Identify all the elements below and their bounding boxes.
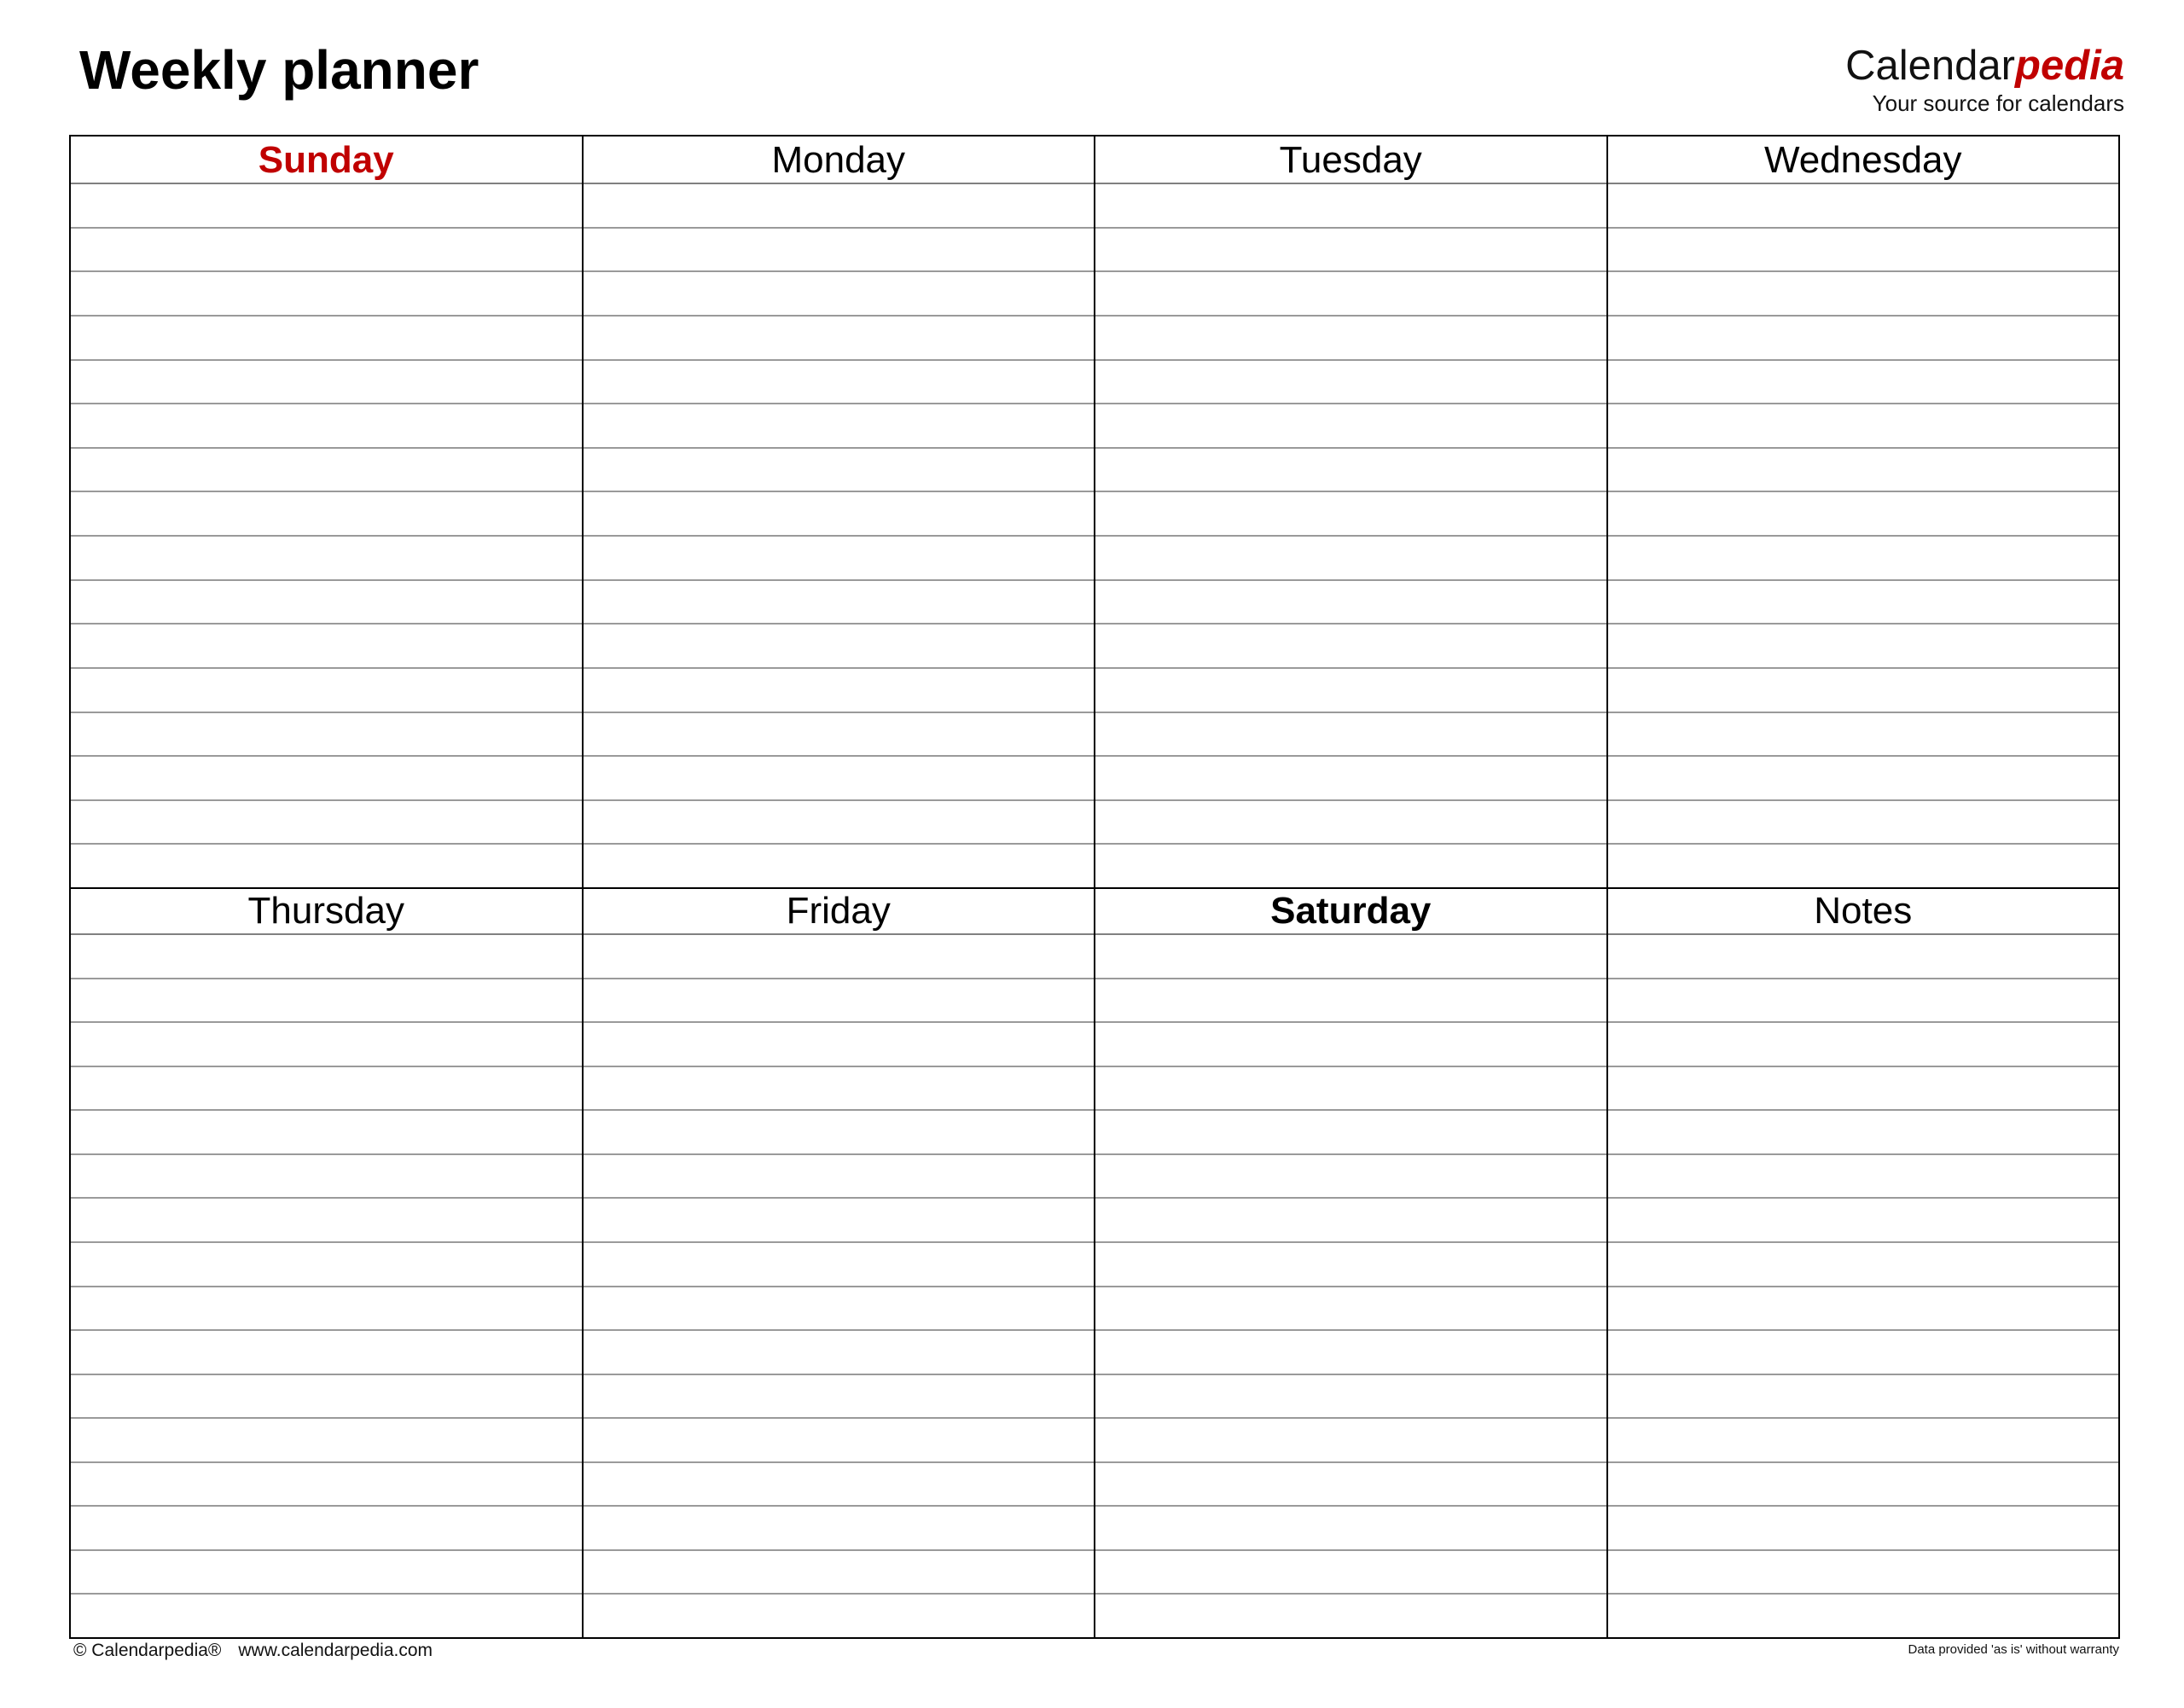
ruled-line[interactable] xyxy=(1608,184,2119,229)
ruled-lines[interactable] xyxy=(71,184,582,887)
ruled-line[interactable] xyxy=(71,404,582,449)
ruled-line[interactable] xyxy=(71,449,582,493)
ruled-line[interactable] xyxy=(1608,801,2119,845)
ruled-line[interactable] xyxy=(71,1243,582,1287)
ruled-line[interactable] xyxy=(584,581,1095,625)
ruled-line[interactable] xyxy=(1608,492,2119,537)
ruled-line[interactable] xyxy=(584,1463,1095,1508)
ruled-line[interactable] xyxy=(1095,272,1606,317)
ruled-line[interactable] xyxy=(1608,1331,2119,1375)
ruled-line[interactable] xyxy=(1608,713,2119,758)
ruled-line[interactable] xyxy=(1608,1419,2119,1463)
ruled-line[interactable] xyxy=(1608,1507,2119,1551)
ruled-line[interactable] xyxy=(584,713,1095,758)
ruled-line[interactable] xyxy=(1608,1287,2119,1332)
ruled-line[interactable] xyxy=(584,1595,1095,1637)
ruled-line[interactable] xyxy=(1608,1243,2119,1287)
ruled-line[interactable] xyxy=(1095,184,1606,229)
ruled-line[interactable] xyxy=(71,935,582,979)
ruled-line[interactable] xyxy=(1608,935,2119,979)
day-header-tuesday: Tuesday xyxy=(1095,137,1606,184)
ruled-line[interactable] xyxy=(1095,757,1606,801)
ruled-line[interactable] xyxy=(1095,845,1606,887)
ruled-line[interactable] xyxy=(1095,979,1606,1024)
ruled-line[interactable] xyxy=(1608,1111,2119,1155)
ruled-line[interactable] xyxy=(1095,1243,1606,1287)
ruled-line[interactable] xyxy=(71,625,582,669)
day-box-tuesday xyxy=(1095,137,1608,887)
ruled-line[interactable] xyxy=(584,1111,1095,1155)
week-row-bottom xyxy=(71,887,2118,1637)
day-box-friday xyxy=(584,887,1096,1637)
ruled-line[interactable] xyxy=(584,537,1095,581)
ruled-line[interactable] xyxy=(1608,979,2119,1024)
ruled-line[interactable] xyxy=(1608,1199,2119,1243)
ruled-line[interactable] xyxy=(1095,1595,1606,1637)
ruled-lines[interactable] xyxy=(1608,184,2119,887)
page-title: Weekly planner xyxy=(79,39,479,101)
day-header-wednesday: Wednesday xyxy=(1608,137,2119,184)
ruled-line[interactable] xyxy=(71,1375,582,1420)
ruled-line[interactable] xyxy=(1608,361,2119,405)
ruled-line[interactable] xyxy=(1608,537,2119,581)
ruled-line[interactable] xyxy=(71,1595,582,1637)
brand-logo xyxy=(1845,41,2124,116)
ruled-line[interactable] xyxy=(1095,449,1606,493)
ruled-line[interactable] xyxy=(584,404,1095,449)
ruled-line[interactable] xyxy=(584,801,1095,845)
ruled-line[interactable] xyxy=(1608,1551,2119,1595)
ruled-line[interactable] xyxy=(1095,1375,1606,1420)
ruled-line[interactable] xyxy=(584,757,1095,801)
ruled-line[interactable] xyxy=(1608,317,2119,361)
ruled-line[interactable] xyxy=(1095,1287,1606,1332)
brand-name xyxy=(1845,41,2124,90)
ruled-line[interactable] xyxy=(1608,1463,2119,1508)
brand-name-part1: Calendar xyxy=(1845,43,2016,89)
ruled-lines[interactable] xyxy=(584,935,1095,1637)
ruled-line[interactable] xyxy=(71,581,582,625)
day-box-monday xyxy=(584,137,1096,887)
ruled-line[interactable] xyxy=(1095,1023,1606,1067)
ruled-line[interactable] xyxy=(1608,229,2119,273)
ruled-line[interactable] xyxy=(1095,713,1606,758)
ruled-line[interactable] xyxy=(1608,581,2119,625)
ruled-line[interactable] xyxy=(1608,1375,2119,1420)
day-box-saturday xyxy=(1095,887,1608,1637)
ruled-line[interactable] xyxy=(584,1199,1095,1243)
ruled-line[interactable] xyxy=(584,1375,1095,1420)
ruled-line[interactable] xyxy=(1095,935,1606,979)
ruled-line[interactable] xyxy=(71,713,582,758)
ruled-line[interactable] xyxy=(1608,845,2119,887)
ruled-line[interactable] xyxy=(71,845,582,887)
ruled-line[interactable] xyxy=(584,1507,1095,1551)
ruled-line[interactable] xyxy=(1608,757,2119,801)
ruled-lines[interactable] xyxy=(71,935,582,1637)
ruled-line[interactable] xyxy=(584,979,1095,1024)
ruled-line[interactable] xyxy=(584,845,1095,887)
ruled-line[interactable] xyxy=(71,361,582,405)
ruled-line[interactable] xyxy=(71,1331,582,1375)
ruled-line[interactable] xyxy=(584,1419,1095,1463)
ruled-line[interactable] xyxy=(71,1111,582,1155)
ruled-line[interactable] xyxy=(71,1067,582,1112)
day-box-sunday xyxy=(71,137,584,887)
ruled-line[interactable] xyxy=(584,361,1095,405)
day-header-saturday: Saturday xyxy=(1095,887,1606,935)
ruled-line[interactable] xyxy=(71,757,582,801)
ruled-line[interactable] xyxy=(1608,1595,2119,1637)
ruled-line[interactable] xyxy=(1095,1199,1606,1243)
day-header-sunday: Sunday xyxy=(71,137,582,184)
ruled-line[interactable] xyxy=(1095,404,1606,449)
ruled-line[interactable] xyxy=(1095,625,1606,669)
ruled-line[interactable] xyxy=(584,184,1095,229)
ruled-line[interactable] xyxy=(584,1551,1095,1595)
ruled-line[interactable] xyxy=(1095,1507,1606,1551)
ruled-line[interactable] xyxy=(1095,229,1606,273)
ruled-line[interactable] xyxy=(71,669,582,713)
ruled-line[interactable] xyxy=(584,492,1095,537)
ruled-line[interactable] xyxy=(71,537,582,581)
day-header-monday: Monday xyxy=(584,137,1095,184)
ruled-line[interactable] xyxy=(1095,801,1606,845)
footer-url-link[interactable]: www.calendarpedia.com xyxy=(238,1641,433,1660)
disclaimer-text: Data provided 'as is' without warranty xyxy=(1908,1642,2119,1657)
ruled-line[interactable] xyxy=(584,669,1095,713)
ruled-line[interactable] xyxy=(1608,449,2119,493)
ruled-line[interactable] xyxy=(584,449,1095,493)
ruled-line[interactable] xyxy=(71,1419,582,1463)
ruled-line[interactable] xyxy=(584,1067,1095,1112)
week-row-top xyxy=(71,137,2118,889)
ruled-line[interactable] xyxy=(1095,537,1606,581)
ruled-line[interactable] xyxy=(584,935,1095,979)
brand-tagline: Your source for calendars xyxy=(1872,90,2124,116)
ruled-line[interactable] xyxy=(71,272,582,317)
ruled-line[interactable] xyxy=(1095,1111,1606,1155)
ruled-line[interactable] xyxy=(1608,669,2119,713)
copyright-text: © Calendarpedia® xyxy=(73,1641,222,1660)
ruled-line[interactable] xyxy=(584,1023,1095,1067)
ruled-lines[interactable] xyxy=(584,184,1095,887)
ruled-line[interactable] xyxy=(1608,1067,2119,1112)
ruled-line[interactable] xyxy=(584,1243,1095,1287)
ruled-line[interactable] xyxy=(1095,1463,1606,1508)
ruled-line[interactable] xyxy=(71,1199,582,1243)
ruled-line[interactable] xyxy=(1095,1155,1606,1200)
planner-grid xyxy=(69,135,2120,1639)
notes-header: Notes xyxy=(1608,887,2119,935)
brand-name-part2: pedia xyxy=(2015,43,2124,89)
ruled-line[interactable] xyxy=(71,1551,582,1595)
ruled-line[interactable] xyxy=(584,317,1095,361)
ruled-line[interactable] xyxy=(71,317,582,361)
footer-left xyxy=(73,1641,433,1661)
ruled-lines[interactable] xyxy=(1608,935,2119,1637)
day-header-thursday: Thursday xyxy=(71,887,582,935)
ruled-line[interactable] xyxy=(584,1287,1095,1332)
day-box-wednesday xyxy=(1608,137,2119,887)
ruled-line[interactable] xyxy=(1095,1551,1606,1595)
ruled-line[interactable] xyxy=(71,229,582,273)
ruled-line[interactable] xyxy=(71,979,582,1024)
ruled-line[interactable] xyxy=(71,1507,582,1551)
ruled-line[interactable] xyxy=(71,801,582,845)
ruled-line[interactable] xyxy=(1608,625,2119,669)
ruled-lines[interactable] xyxy=(1095,935,1606,1637)
ruled-line[interactable] xyxy=(584,229,1095,273)
ruled-line[interactable] xyxy=(71,1287,582,1332)
notes-box xyxy=(1608,887,2119,1637)
ruled-line[interactable] xyxy=(584,625,1095,669)
ruled-line[interactable] xyxy=(1095,1067,1606,1112)
ruled-line[interactable] xyxy=(1095,317,1606,361)
ruled-line[interactable] xyxy=(584,1155,1095,1200)
ruled-line[interactable] xyxy=(71,184,582,229)
ruled-line[interactable] xyxy=(71,1463,582,1508)
ruled-line[interactable] xyxy=(71,1023,582,1067)
ruled-line[interactable] xyxy=(1608,1155,2119,1200)
ruled-line[interactable] xyxy=(1608,1023,2119,1067)
ruled-line[interactable] xyxy=(1095,361,1606,405)
ruled-line[interactable] xyxy=(584,1331,1095,1375)
ruled-line[interactable] xyxy=(1095,1419,1606,1463)
ruled-line[interactable] xyxy=(71,492,582,537)
ruled-line[interactable] xyxy=(71,1155,582,1200)
ruled-line[interactable] xyxy=(584,272,1095,317)
ruled-line[interactable] xyxy=(1095,669,1606,713)
ruled-lines[interactable] xyxy=(1095,184,1606,887)
ruled-line[interactable] xyxy=(1095,1331,1606,1375)
ruled-line[interactable] xyxy=(1095,581,1606,625)
day-box-thursday xyxy=(71,887,584,1637)
ruled-line[interactable] xyxy=(1608,272,2119,317)
day-header-friday: Friday xyxy=(584,887,1095,935)
ruled-line[interactable] xyxy=(1095,492,1606,537)
ruled-line[interactable] xyxy=(1608,404,2119,449)
